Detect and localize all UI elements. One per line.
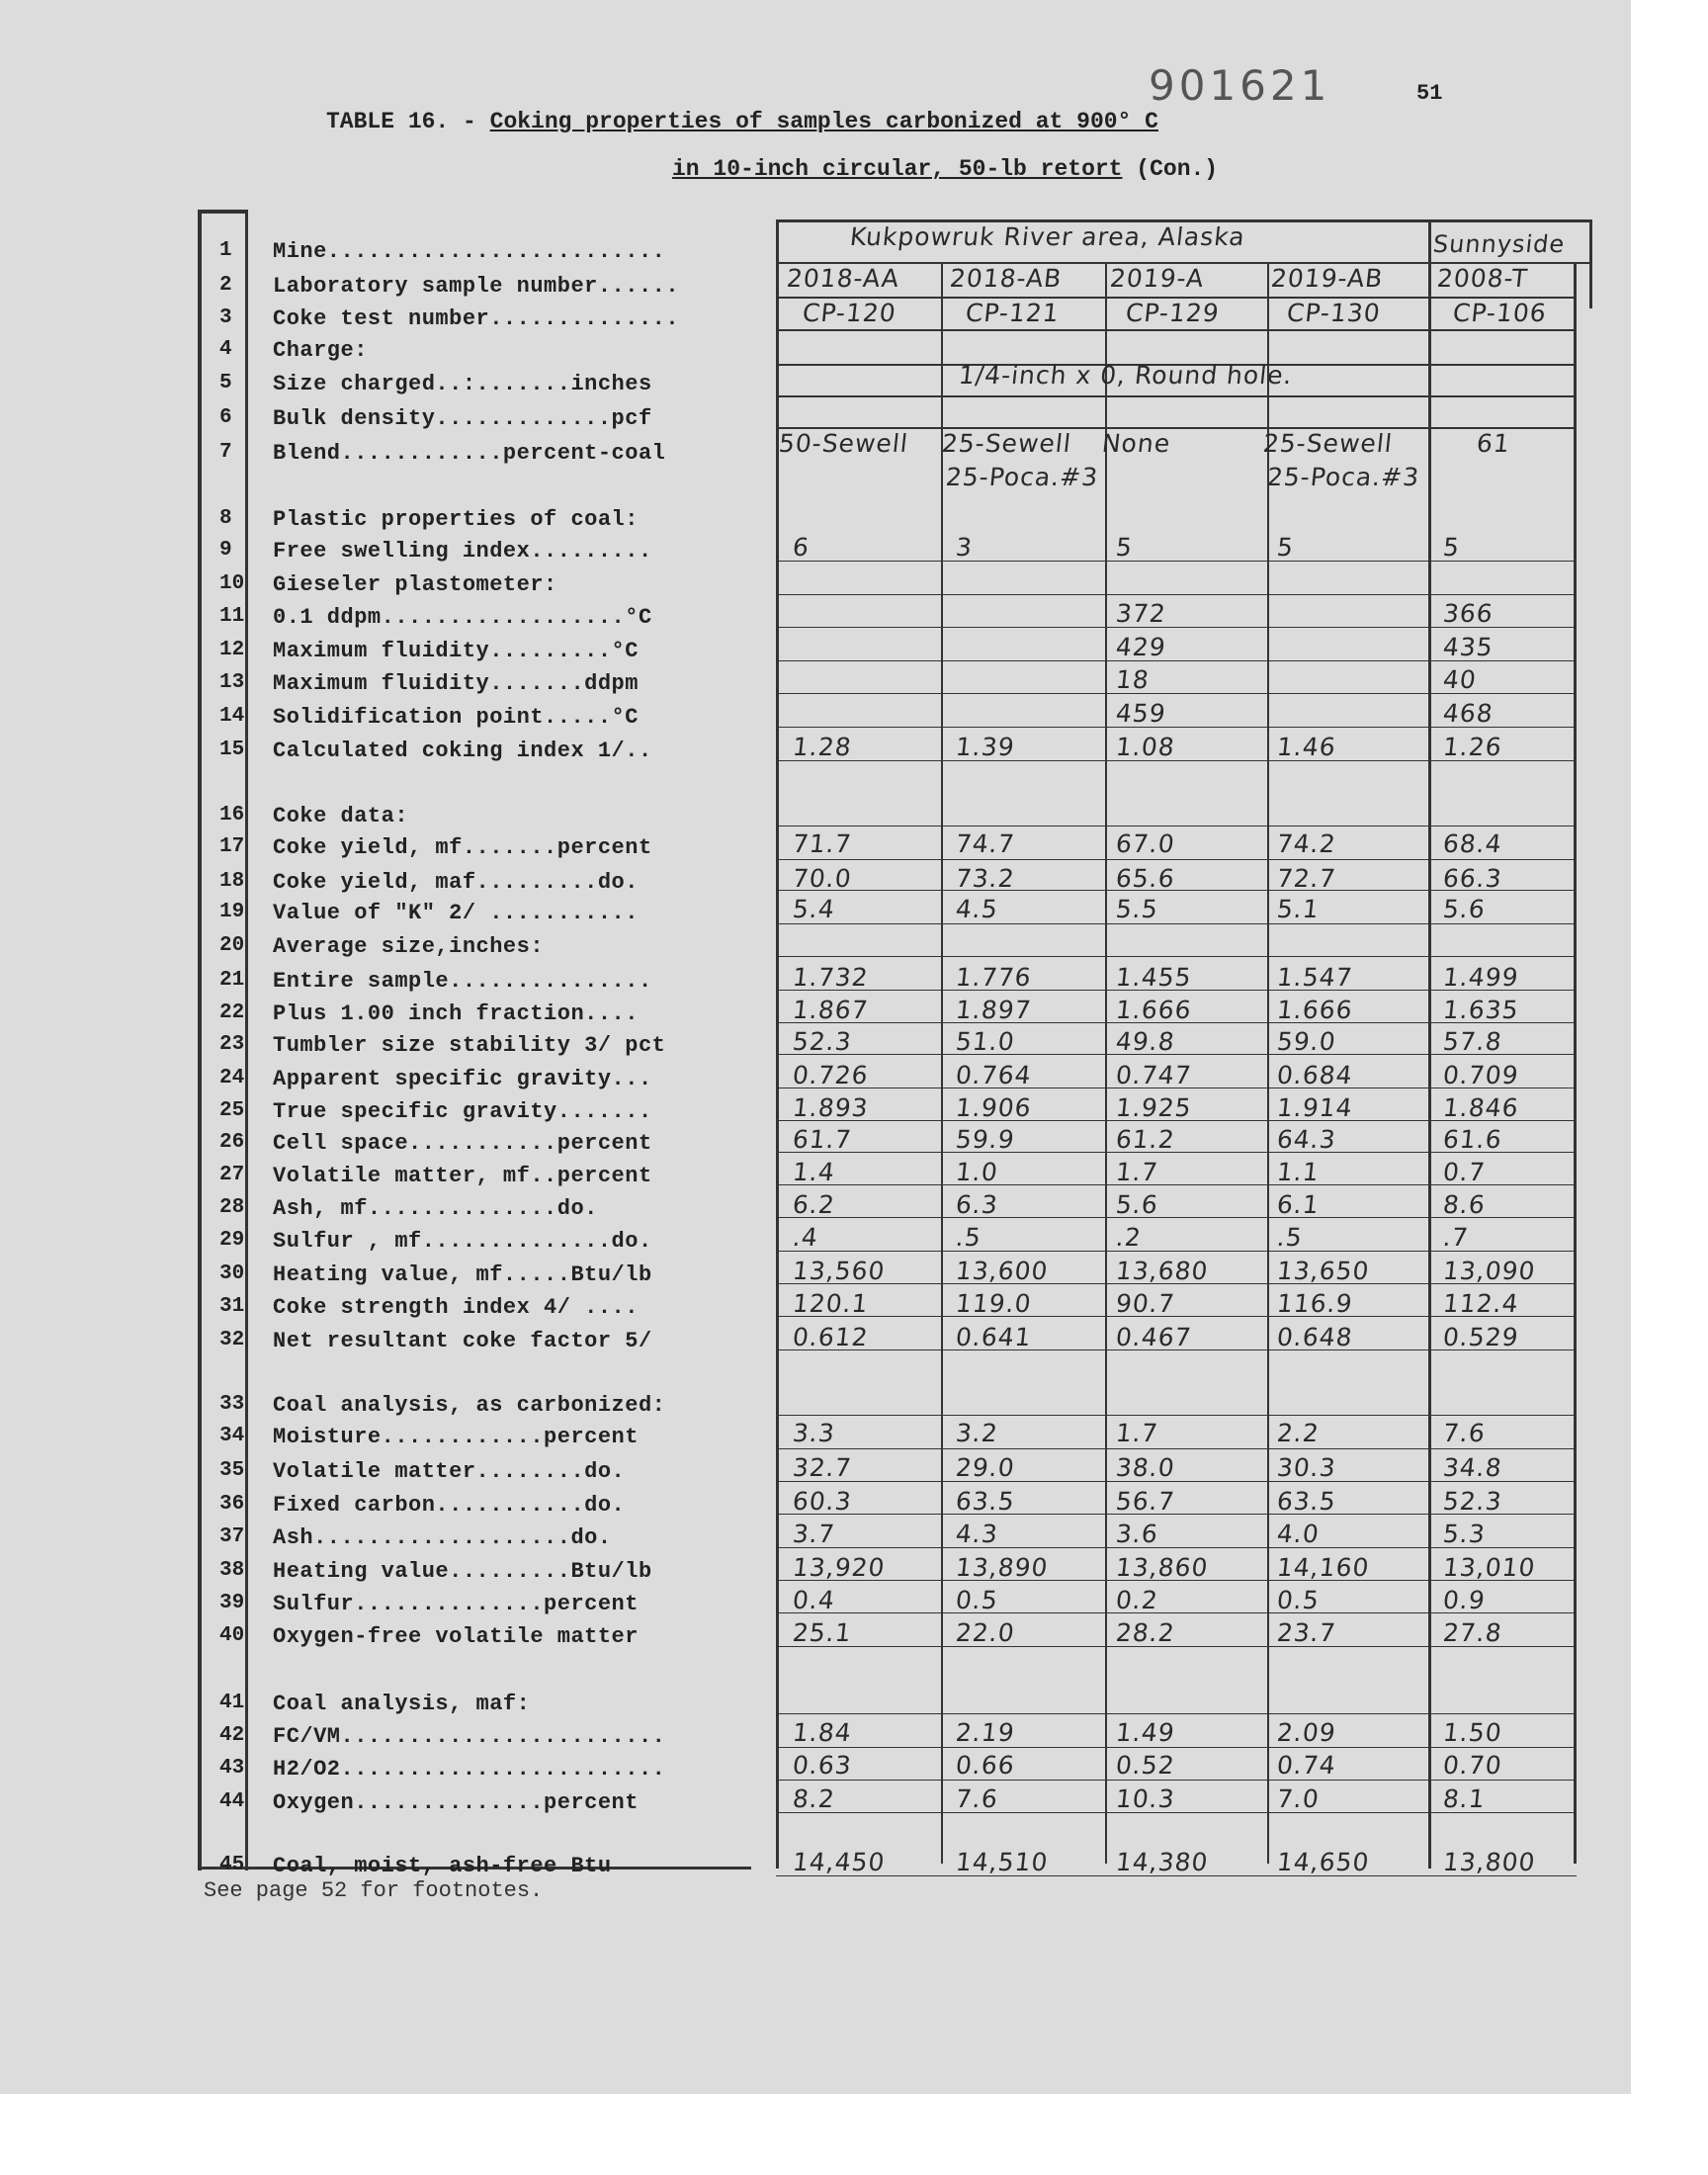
value-cell: 7.6 xyxy=(1441,1419,1488,1447)
value-cell: 1.46 xyxy=(1275,733,1338,761)
value-cell: 1.49 xyxy=(1114,1718,1177,1747)
value-cell: .2 xyxy=(1114,1223,1144,1252)
row-number: 16 xyxy=(219,804,245,826)
blend-value: 25-Sewell xyxy=(1261,429,1395,458)
value-cell: 59.9 xyxy=(954,1125,1017,1154)
value-cell: 5.6 xyxy=(1441,895,1488,923)
value-cell: 0.726 xyxy=(791,1061,871,1089)
value-cell: 1.897 xyxy=(954,996,1034,1024)
value-cell: 0.747 xyxy=(1114,1061,1194,1089)
value-cell: 0.5 xyxy=(954,1586,1000,1614)
value-cell: 52.3 xyxy=(1441,1487,1504,1516)
row-label: Tumbler size stability 3/ pct xyxy=(273,1033,666,1058)
row-number: 43 xyxy=(219,1757,245,1780)
col-divider-1 xyxy=(941,262,943,1864)
value-cell: 56.7 xyxy=(1114,1487,1177,1516)
row-label: Coke data: xyxy=(273,804,409,828)
value-cell: 3 xyxy=(954,533,975,562)
value-cell: 63.5 xyxy=(1275,1487,1338,1516)
row-number: 44 xyxy=(219,1790,245,1813)
row-label: 0.1 ddpm..................°C xyxy=(273,605,652,630)
value-cell: 7.0 xyxy=(1275,1784,1322,1813)
row-number: 38 xyxy=(219,1559,245,1582)
value-cell: 0.63 xyxy=(791,1751,854,1780)
value-rule xyxy=(776,956,1577,957)
value-cell: 13,650 xyxy=(1275,1257,1372,1285)
row-number: 10 xyxy=(219,572,245,595)
value-cell: 1.7 xyxy=(1114,1158,1160,1186)
coke-test-number: CP-129 xyxy=(1124,299,1222,327)
value-cell: 1.925 xyxy=(1114,1093,1194,1122)
sunnyside-left-border xyxy=(1428,219,1431,1869)
row-number: 5 xyxy=(219,372,232,394)
row-label: Ash...................do. xyxy=(273,1525,612,1550)
value-rule xyxy=(776,1780,1577,1781)
row-number: 28 xyxy=(219,1196,245,1219)
value-cell: 61.2 xyxy=(1114,1125,1177,1154)
value-cell: 18 xyxy=(1114,665,1152,694)
value-cell: 116.9 xyxy=(1275,1289,1355,1318)
value-cell: 49.8 xyxy=(1114,1027,1177,1056)
value-cell: 68.4 xyxy=(1441,829,1504,858)
value-cell: 0.467 xyxy=(1114,1323,1194,1351)
row-label: Maximum fluidity.........°C xyxy=(273,639,639,663)
value-rule xyxy=(776,1713,1577,1714)
value-cell: 3.6 xyxy=(1114,1520,1160,1548)
value-cell: 3.2 xyxy=(954,1419,1000,1447)
coke-test-number: CP-121 xyxy=(964,299,1062,327)
value-cell: 2.2 xyxy=(1275,1419,1322,1447)
row-label: Charge: xyxy=(273,338,368,363)
value-cell: 1.846 xyxy=(1441,1093,1521,1122)
value-cell: 0.7 xyxy=(1441,1158,1488,1186)
value-rule xyxy=(776,594,1577,595)
row-number: 29 xyxy=(219,1229,245,1252)
table-top-left-rule xyxy=(198,210,247,214)
value-cell: 0.70 xyxy=(1441,1751,1504,1780)
table-title-suffix: (Con.) xyxy=(1136,156,1219,182)
value-cell: 1.84 xyxy=(791,1718,854,1747)
size-charged-value: 1/4-inch x 0, Round hole. xyxy=(957,361,1295,390)
row-label: Oxygen..............percent xyxy=(273,1790,639,1815)
table-title-line2: in 10-inch circular, 50-lb retort xyxy=(672,156,1123,182)
row-label: Laboratory sample number...... xyxy=(273,274,680,299)
value-cell: 72.7 xyxy=(1275,864,1338,893)
value-rule xyxy=(776,859,1577,860)
value-cell: 28.2 xyxy=(1114,1618,1177,1647)
value-cell: 1.39 xyxy=(954,733,1017,761)
value-cell: 5 xyxy=(1441,533,1462,562)
value-cell: 1.4 xyxy=(791,1158,837,1186)
row-number: 34 xyxy=(219,1425,245,1447)
value-cell: 71.7 xyxy=(791,829,854,858)
value-cell: 5.4 xyxy=(791,895,837,923)
row-label: Calculated coking index 1/.. xyxy=(273,739,652,763)
value-cell: 13,090 xyxy=(1441,1257,1538,1285)
row-number: 18 xyxy=(219,870,245,893)
value-cell: .4 xyxy=(791,1223,820,1252)
coke-test-number: CP-106 xyxy=(1451,299,1549,327)
value-cell: 5.1 xyxy=(1275,895,1322,923)
value-cell: 0.2 xyxy=(1114,1586,1160,1614)
row-number: 33 xyxy=(219,1393,245,1416)
value-cell: 34.8 xyxy=(1441,1453,1504,1482)
row-label: Sulfur..............percent xyxy=(273,1592,639,1616)
row-label: True specific gravity....... xyxy=(273,1099,652,1124)
row-label: H2/O2........................ xyxy=(273,1757,666,1782)
table-left-border xyxy=(198,210,202,1870)
col-divider-2 xyxy=(1105,262,1107,1864)
value-cell: 0.764 xyxy=(954,1061,1034,1089)
row-number: 2 xyxy=(219,274,232,297)
value-cell: 70.0 xyxy=(791,864,854,893)
row-label: Coal, moist, ash-free Btu xyxy=(273,1854,612,1878)
value-cell: 1.776 xyxy=(954,963,1034,992)
value-cell: 61.6 xyxy=(1441,1125,1504,1154)
value-cell: 6.3 xyxy=(954,1190,1000,1219)
row-label: Solidification point.....°C xyxy=(273,705,639,730)
value-cell: 63.5 xyxy=(954,1487,1017,1516)
value-cell: 29.0 xyxy=(954,1453,1017,1482)
row-number: 12 xyxy=(219,639,245,661)
value-cell: 1.732 xyxy=(791,963,871,992)
row-label: Fixed carbon...........do. xyxy=(273,1493,626,1518)
value-cell: 5.3 xyxy=(1441,1520,1488,1548)
blend-value: 25-Sewell xyxy=(940,429,1073,458)
row-label: Net resultant coke factor 5/ xyxy=(273,1329,652,1353)
value-cell: 372 xyxy=(1114,599,1168,628)
value-cell: 14,160 xyxy=(1275,1553,1372,1582)
value-cell: 6.1 xyxy=(1275,1190,1322,1219)
row-number: 14 xyxy=(219,705,245,728)
row-label: Heating value.........Btu/lb xyxy=(273,1559,652,1584)
value-cell: 6.2 xyxy=(791,1190,837,1219)
sample-number: 2019-A xyxy=(1108,264,1206,293)
row-label: Volatile matter, mf..percent xyxy=(273,1164,652,1188)
row-label: Free swelling index......... xyxy=(273,539,652,564)
row-number: 8 xyxy=(219,507,232,530)
value-cell: 90.7 xyxy=(1114,1289,1177,1318)
sample-number: 2008-T xyxy=(1435,264,1530,293)
value-cell: 10.3 xyxy=(1114,1784,1177,1813)
footnote: See page 52 for footnotes. xyxy=(204,1878,544,1903)
value-cell: 30.3 xyxy=(1275,1453,1338,1482)
value-cell: 0.9 xyxy=(1441,1586,1488,1614)
row-number: 41 xyxy=(219,1692,245,1714)
value-cell: 22.0 xyxy=(954,1618,1017,1647)
row-number: 4 xyxy=(219,338,232,361)
row-label: Value of "K" 2/ ........... xyxy=(273,901,639,925)
value-rule xyxy=(776,923,1577,924)
row-label: Moisture............percent xyxy=(273,1425,639,1449)
value-cell: 0.5 xyxy=(1275,1586,1322,1614)
row-number: 40 xyxy=(219,1624,245,1647)
value-cell: 0.641 xyxy=(954,1323,1034,1351)
value-cell: 13,890 xyxy=(954,1553,1051,1582)
value-cell: 112.4 xyxy=(1441,1289,1521,1318)
values-left-border xyxy=(776,219,779,1869)
value-rule xyxy=(776,1448,1577,1449)
value-cell: 1.455 xyxy=(1114,963,1194,992)
value-cell: 1.666 xyxy=(1275,996,1355,1024)
value-cell: 74.7 xyxy=(954,829,1017,858)
row-label: Gieseler plastometer: xyxy=(273,572,557,597)
value-cell: 3.3 xyxy=(791,1419,837,1447)
value-cell: 13,800 xyxy=(1441,1848,1538,1876)
blend-value: None xyxy=(1100,429,1172,458)
value-cell: 435 xyxy=(1441,633,1495,661)
mine-kukpowruk: Kukpowruk River area, Alaska xyxy=(848,222,1247,251)
value-cell: 468 xyxy=(1441,699,1495,728)
row-number: 36 xyxy=(219,1493,245,1516)
page-id-stamp: 901621 xyxy=(1149,61,1331,110)
value-cell: 1.906 xyxy=(954,1093,1034,1122)
value-cell: .7 xyxy=(1441,1223,1471,1252)
sample-number: 2019-AB xyxy=(1269,264,1385,293)
value-cell: 0.648 xyxy=(1275,1323,1355,1351)
value-cell: 13,860 xyxy=(1114,1553,1211,1582)
row-number: 24 xyxy=(219,1067,245,1089)
value-cell: 8.1 xyxy=(1441,1784,1488,1813)
row-label: Sulfur , mf..............do. xyxy=(273,1229,652,1254)
value-cell: 60.3 xyxy=(791,1487,854,1516)
row-label: Volatile matter........do. xyxy=(273,1459,626,1484)
value-cell: 0.684 xyxy=(1275,1061,1355,1089)
value-cell: 0.529 xyxy=(1441,1323,1521,1351)
value-cell: 5 xyxy=(1275,533,1296,562)
value-cell: 0.709 xyxy=(1441,1061,1521,1089)
row-number: 3 xyxy=(219,306,232,329)
row-number: 17 xyxy=(219,835,245,858)
table-title xyxy=(326,109,1158,134)
value-cell: 1.50 xyxy=(1441,1718,1504,1747)
value-cell: 13,560 xyxy=(791,1257,888,1285)
value-cell: 1.7 xyxy=(1114,1419,1160,1447)
row-number: 42 xyxy=(219,1724,245,1747)
value-cell: 1.1 xyxy=(1275,1158,1322,1186)
row-label: Coke yield, mf.......percent xyxy=(273,835,652,860)
value-cell: 2.19 xyxy=(954,1718,1017,1747)
value-cell: 1.893 xyxy=(791,1093,871,1122)
value-cell: .5 xyxy=(1275,1223,1305,1252)
row-label: FC/VM........................ xyxy=(273,1724,666,1749)
table-title-cont xyxy=(672,156,1218,182)
row-label: Cell space...........percent xyxy=(273,1131,652,1156)
row-number: 27 xyxy=(219,1164,245,1186)
value-cell: 1.28 xyxy=(791,733,854,761)
value-cell: 1.0 xyxy=(954,1158,1000,1186)
value-cell: 6 xyxy=(791,533,811,562)
value-cell: 59.0 xyxy=(1275,1027,1338,1056)
value-rule xyxy=(776,1747,1577,1748)
value-cell: 14,380 xyxy=(1114,1848,1211,1876)
blend-value-2: 25-Poca.#3 xyxy=(1265,463,1421,491)
value-cell: 1.547 xyxy=(1275,963,1355,992)
row-number: 21 xyxy=(219,969,245,992)
row-label: Coal analysis, as carbonized: xyxy=(273,1393,666,1418)
value-cell: 51.0 xyxy=(954,1027,1017,1056)
page-number: 51 xyxy=(1416,81,1443,106)
value-cell: 5.5 xyxy=(1114,895,1160,923)
row-number: 25 xyxy=(219,1099,245,1122)
value-cell: 2.09 xyxy=(1275,1718,1338,1747)
header-rule-3 xyxy=(776,329,1577,331)
row-label: Coke strength index 4/ .... xyxy=(273,1295,639,1320)
row-label: Plastic properties of coal: xyxy=(273,507,639,532)
row-number: 26 xyxy=(219,1131,245,1154)
value-cell: 1.499 xyxy=(1441,963,1521,992)
value-cell: 3.7 xyxy=(791,1520,837,1548)
value-cell: 0.612 xyxy=(791,1323,871,1351)
row-number: 32 xyxy=(219,1329,245,1351)
row-label: Coal analysis, maf: xyxy=(273,1692,531,1716)
row-label: Coke yield, maf.........do. xyxy=(273,870,639,895)
sunnyside-right-border xyxy=(1589,219,1592,308)
row-number-divider xyxy=(245,210,248,1870)
value-cell: 27.8 xyxy=(1441,1618,1504,1647)
value-cell: 32.7 xyxy=(791,1453,854,1482)
value-cell: 40 xyxy=(1441,665,1479,694)
row-number: 9 xyxy=(219,539,232,562)
value-cell: 366 xyxy=(1441,599,1495,628)
row-number: 13 xyxy=(219,671,245,694)
value-cell: 0.52 xyxy=(1114,1751,1177,1780)
value-cell: 459 xyxy=(1114,699,1168,728)
value-cell: 1.08 xyxy=(1114,733,1177,761)
row-label: Ash, mf..............do. xyxy=(273,1196,598,1221)
row-number: 11 xyxy=(219,605,245,628)
row-number: 1 xyxy=(219,239,232,262)
value-cell: 4.0 xyxy=(1275,1520,1322,1548)
value-cell: 0.4 xyxy=(791,1586,837,1614)
row-label: Maximum fluidity.......ddpm xyxy=(273,671,639,696)
value-cell: 64.3 xyxy=(1275,1125,1338,1154)
blend-value-2: 25-Poca.#3 xyxy=(944,463,1100,491)
row-label: Plus 1.00 inch fraction.... xyxy=(273,1001,639,1026)
value-cell: 38.0 xyxy=(1114,1453,1177,1482)
row-label: Heating value, mf.....Btu/lb xyxy=(273,1262,652,1287)
row-number: 6 xyxy=(219,406,232,429)
row-label: Average size,inches: xyxy=(273,934,545,959)
value-cell: 14,510 xyxy=(954,1848,1051,1876)
coke-test-number: CP-120 xyxy=(801,299,898,327)
value-cell: 4.5 xyxy=(954,895,1000,923)
value-cell: 25.1 xyxy=(791,1618,854,1647)
mine-sunnyside: Sunnyside xyxy=(1431,230,1567,258)
value-cell: 74.2 xyxy=(1275,829,1338,858)
value-cell: 65.6 xyxy=(1114,864,1177,893)
row-number: 45 xyxy=(219,1854,245,1876)
value-cell: 8.6 xyxy=(1441,1190,1488,1219)
row-label: Coke test number.............. xyxy=(273,306,680,331)
value-cell: 13,600 xyxy=(954,1257,1051,1285)
row-number: 22 xyxy=(219,1001,245,1024)
value-cell: 13,680 xyxy=(1114,1257,1211,1285)
row-number: 7 xyxy=(219,441,232,464)
value-cell: 13,920 xyxy=(791,1553,888,1582)
row-label: Entire sample............... xyxy=(273,969,652,994)
sample-number: 2018-AB xyxy=(948,264,1064,293)
value-cell: 57.8 xyxy=(1441,1027,1504,1056)
row-number: 19 xyxy=(219,901,245,923)
row-number: 30 xyxy=(219,1262,245,1285)
value-cell: 1.26 xyxy=(1441,733,1504,761)
value-cell: 14,650 xyxy=(1275,1848,1372,1876)
value-cell: 61.7 xyxy=(791,1125,854,1154)
table-title-line1: Coking properties of samples carbonized at 900° C xyxy=(489,109,1158,134)
value-cell: 119.0 xyxy=(954,1289,1034,1318)
value-cell: 1.867 xyxy=(791,996,871,1024)
value-cell: 8.2 xyxy=(791,1784,837,1813)
value-cell: 4.3 xyxy=(954,1520,1000,1548)
value-cell: 0.74 xyxy=(1275,1751,1338,1780)
row-number: 37 xyxy=(219,1525,245,1548)
value-cell: 1.635 xyxy=(1441,996,1521,1024)
row-number: 35 xyxy=(219,1459,245,1482)
value-cell: 67.0 xyxy=(1114,829,1177,858)
value-cell: .5 xyxy=(954,1223,983,1252)
row-number: 39 xyxy=(219,1592,245,1614)
blend-value: 61 xyxy=(1475,429,1512,458)
header-rule-5 xyxy=(776,395,1577,397)
row-label: Bulk density.............pcf xyxy=(273,406,652,431)
row-number: 31 xyxy=(219,1295,245,1318)
row-label: Blend............percent-coal xyxy=(273,441,666,466)
row-label: Oxygen-free volatile matter xyxy=(273,1624,639,1649)
value-rule xyxy=(776,1415,1577,1416)
coke-test-number: CP-130 xyxy=(1285,299,1383,327)
row-label: Apparent specific gravity... xyxy=(273,1067,652,1091)
values-right-border xyxy=(1574,262,1577,1864)
row-number: 15 xyxy=(219,739,245,761)
value-cell: 52.3 xyxy=(791,1027,854,1056)
value-cell: 0.66 xyxy=(954,1751,1017,1780)
row-number: 23 xyxy=(219,1033,245,1056)
col-divider-3 xyxy=(1267,262,1269,1864)
value-cell: 1.666 xyxy=(1114,996,1194,1024)
table-label: TABLE 16. - xyxy=(326,109,476,134)
value-cell: 23.7 xyxy=(1275,1618,1338,1647)
value-cell: 73.2 xyxy=(954,864,1017,893)
blend-value: 50-Sewell xyxy=(777,429,910,458)
value-cell: 66.3 xyxy=(1441,864,1504,893)
sample-number: 2018-AA xyxy=(785,264,901,293)
value-cell: 120.1 xyxy=(791,1289,871,1318)
value-cell: 5 xyxy=(1114,533,1135,562)
value-cell: 7.6 xyxy=(954,1784,1000,1813)
value-cell: 14,450 xyxy=(791,1848,888,1876)
row-label: Size charged..:.......inches xyxy=(273,372,652,396)
value-cell: 5.6 xyxy=(1114,1190,1160,1219)
value-cell: 13,010 xyxy=(1441,1553,1538,1582)
value-cell: 429 xyxy=(1114,633,1168,661)
row-label: Mine......................... xyxy=(273,239,666,264)
value-cell: 1.914 xyxy=(1275,1093,1355,1122)
row-number: 20 xyxy=(219,934,245,957)
